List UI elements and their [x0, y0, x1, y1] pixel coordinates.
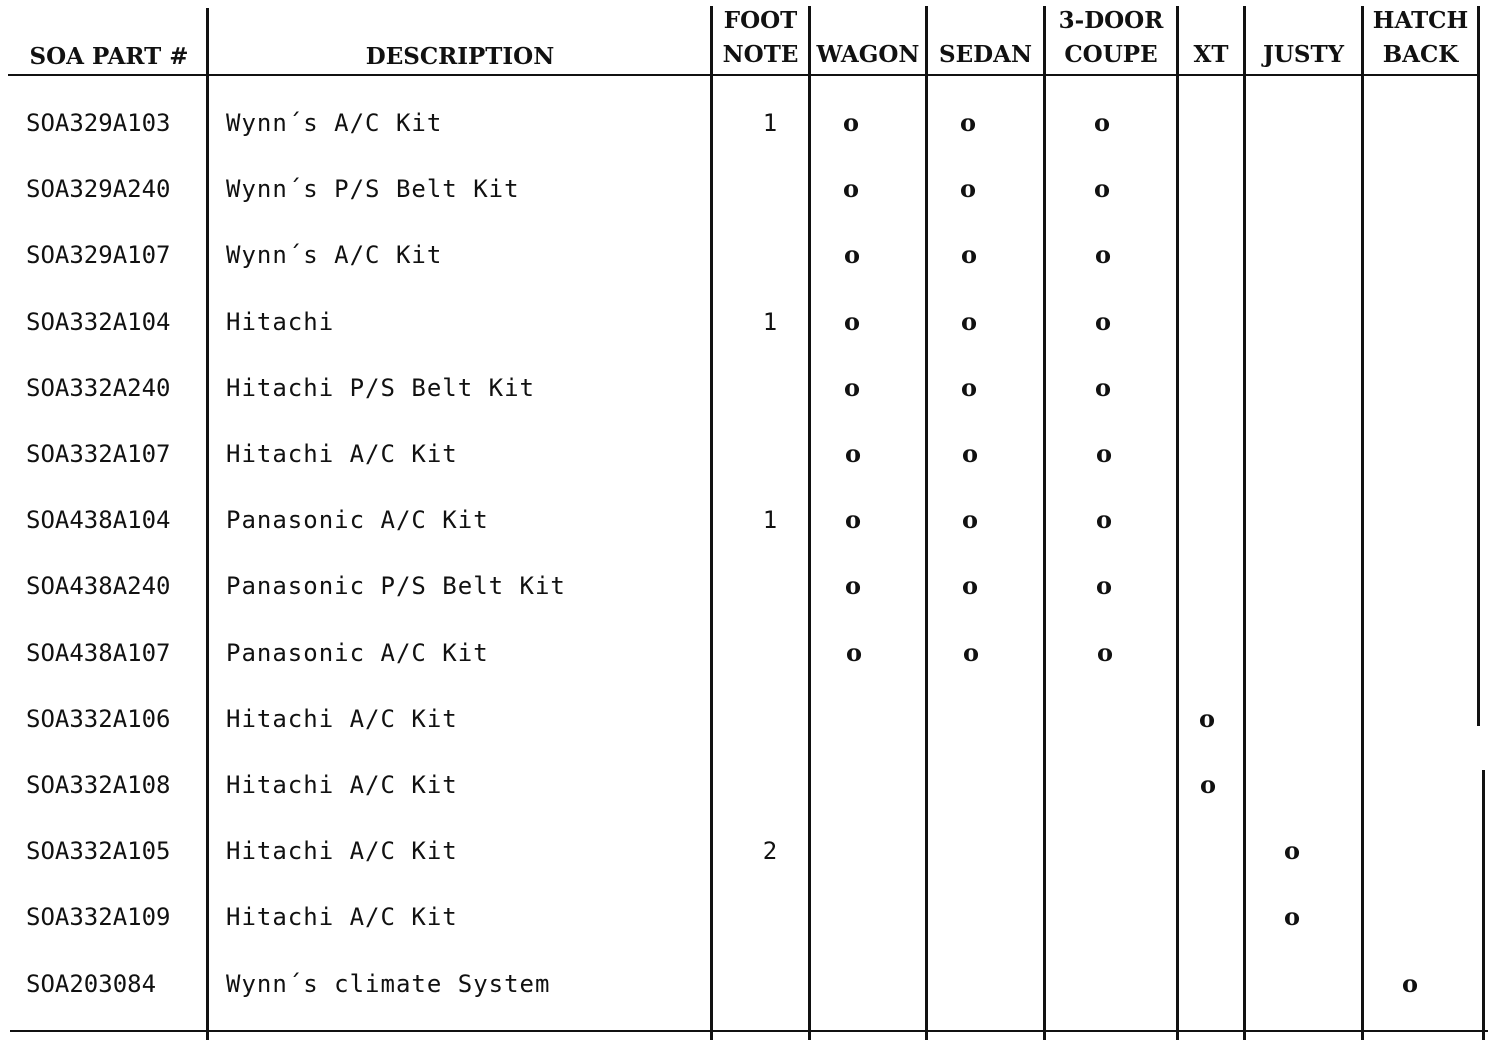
coupe-availability-mark: o — [1096, 638, 1113, 667]
header-part-number: SOA PART # — [29, 43, 189, 70]
description-cell: Hitachi A/C Kit — [226, 903, 458, 931]
header-footnote: FOOT NOTE — [722, 7, 799, 68]
coupe-availability-mark: o — [1093, 174, 1110, 203]
description-cell: Hitachi A/C Kit — [226, 771, 458, 799]
coupe-availability-mark: o — [1094, 307, 1111, 336]
wagon-availability-mark: o — [844, 505, 861, 534]
column-divider — [808, 6, 811, 1040]
part-number-cell: SOA332A104 — [26, 308, 171, 336]
part-number-cell: SOA332A240 — [26, 374, 171, 402]
description-cell: Hitachi A/C Kit — [226, 705, 458, 733]
part-number-cell: SOA332A109 — [26, 903, 171, 931]
column-divider — [1482, 770, 1485, 1040]
sedan-availability-mark: o — [961, 505, 978, 534]
description-cell: Hitachi P/S Belt Kit — [226, 374, 535, 402]
column-divider — [710, 6, 713, 1040]
coupe-availability-mark: o — [1095, 571, 1112, 600]
wagon-availability-mark: o — [843, 240, 860, 269]
header-xt: XT — [1193, 41, 1229, 68]
sedan-availability-mark: o — [962, 638, 979, 667]
description-cell: Hitachi A/C Kit — [226, 440, 458, 468]
description-cell: Wynn´s A/C Kit — [226, 109, 443, 137]
header-divider — [8, 74, 1480, 76]
column-divider — [1043, 6, 1046, 1040]
column-divider — [1176, 6, 1179, 1040]
part-number-cell: SOA332A106 — [26, 705, 171, 733]
xt-availability-mark: o — [1198, 704, 1215, 733]
sedan-availability-mark: o — [961, 439, 978, 468]
wagon-availability-mark: o — [845, 638, 862, 667]
coupe-availability-mark: o — [1095, 505, 1112, 534]
table-bottom-rule — [10, 1030, 1488, 1032]
hatchback-availability-mark: o — [1401, 969, 1418, 998]
part-number-cell: SOA329A103 — [26, 109, 171, 137]
header-wagon: WAGON — [816, 41, 920, 68]
sedan-availability-mark: o — [961, 571, 978, 600]
description-cell: Hitachi — [226, 308, 335, 336]
description-cell: Panasonic P/S Belt Kit — [226, 572, 566, 600]
header-description: DESCRIPTION — [365, 43, 555, 70]
description-cell: Wynn´s climate System — [226, 970, 551, 998]
part-number-cell: SOA332A107 — [26, 440, 171, 468]
description-cell: Panasonic A/C Kit — [226, 506, 489, 534]
sedan-availability-mark: o — [960, 373, 977, 402]
description-cell: Wynn´s P/S Belt Kit — [226, 175, 520, 203]
wagon-availability-mark: o — [842, 108, 859, 137]
coupe-availability-mark: o — [1094, 373, 1111, 402]
footnote-cell: 2 — [762, 837, 778, 865]
column-divider — [1361, 6, 1364, 1040]
sedan-availability-mark: o — [960, 240, 977, 269]
column-divider — [925, 6, 928, 1040]
part-number-cell: SOA332A105 — [26, 837, 171, 865]
header-justy: JUSTY — [1262, 41, 1345, 68]
part-number-cell: SOA438A240 — [26, 572, 171, 600]
part-number-cell: SOA438A107 — [26, 639, 171, 667]
column-divider — [206, 8, 209, 1040]
justy-availability-mark: o — [1283, 836, 1300, 865]
sedan-availability-mark: o — [960, 307, 977, 336]
footnote-cell: 1 — [762, 506, 778, 534]
xt-availability-mark: o — [1199, 770, 1216, 799]
header-hatchback: HATCH BACK — [1372, 7, 1469, 68]
description-cell: Panasonic A/C Kit — [226, 639, 489, 667]
wagon-availability-mark: o — [843, 373, 860, 402]
part-number-cell: SOA203084 — [26, 970, 157, 998]
part-number-cell: SOA329A240 — [26, 175, 171, 203]
column-divider — [1243, 6, 1246, 1040]
footnote-cell: 1 — [762, 109, 778, 137]
footnote-cell: 1 — [762, 308, 778, 336]
wagon-availability-mark: o — [844, 571, 861, 600]
justy-availability-mark: o — [1283, 902, 1300, 931]
wagon-availability-mark: o — [843, 307, 860, 336]
wagon-availability-mark: o — [842, 174, 859, 203]
coupe-availability-mark: o — [1094, 240, 1111, 269]
sedan-availability-mark: o — [959, 174, 976, 203]
part-number-cell: SOA438A104 — [26, 506, 171, 534]
column-divider — [1477, 6, 1480, 726]
sedan-availability-mark: o — [959, 108, 976, 137]
description-cell: Hitachi A/C Kit — [226, 837, 458, 865]
header-3door-coupe: 3-DOOR COUPE — [1058, 7, 1164, 68]
coupe-availability-mark: o — [1093, 108, 1110, 137]
wagon-availability-mark: o — [844, 439, 861, 468]
coupe-availability-mark: o — [1095, 439, 1112, 468]
header-sedan: SEDAN — [939, 41, 1032, 68]
description-cell: Wynn´s A/C Kit — [226, 241, 443, 269]
part-number-cell: SOA329A107 — [26, 241, 171, 269]
part-number-cell: SOA332A108 — [26, 771, 171, 799]
